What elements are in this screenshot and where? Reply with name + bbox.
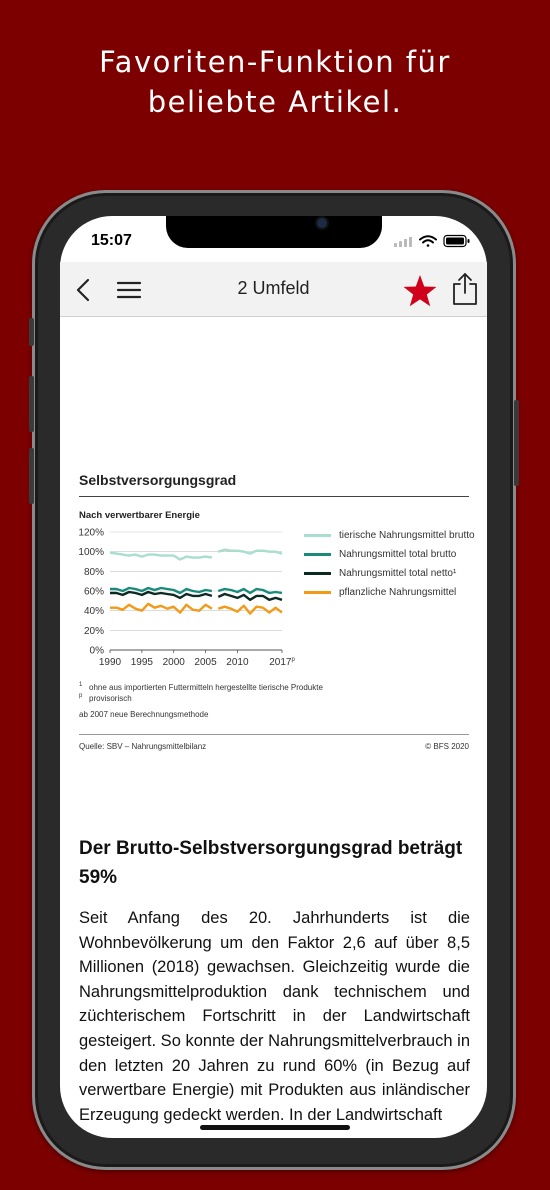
- favorite-star-icon[interactable]: [402, 274, 438, 308]
- promo-heading: [0, 42, 550, 122]
- article-heading: Der Brutto-Selbstversorgungsgrad beträgt 59%: [79, 838, 463, 888]
- x-tick-label: 2010: [226, 657, 249, 668]
- power-button: [514, 400, 519, 486]
- x-tick-label: 2017$^p$: [269, 657, 295, 668]
- figure-title: Selbstversorgungsgrad: [79, 472, 237, 488]
- wifi-icon: [420, 236, 436, 247]
- legend-label: pflanzliche Nahrungsmittel: [339, 587, 457, 598]
- y-tick-label: 80%: [83, 566, 104, 578]
- article-body: Seit Anfang des 20. Jahrhunderts ist die Wohnbevölkerung um den Faktor 2,6 auf über 8,5 Millionen (2018) gewachsen. Gleichzeitig wurde die Nahrungsmittelproduktion dank technischem und züchterischem Fortschritt in der Landwirtschaft gesteigert. So konnte der Nahrungsmittelverbrauch in den letzten 20 Jahren zu rund 60% (in Bezug auf verwertbare Energie) mit Produkten aus inländischer Erzeugung gedeckt werden. In der Landwirtschaft: [79, 909, 470, 1124]
- y-tick-label: 120%: [78, 527, 104, 539]
- page-title: 2 Umfeld: [237, 278, 310, 298]
- series-line: [218, 606, 282, 614]
- y-tick-label: 20%: [83, 625, 104, 637]
- x-tick-label: 2005: [194, 657, 217, 668]
- promo-line-2: beliebte Artikel.: [147, 85, 403, 119]
- battery-icon: [444, 236, 470, 247]
- x-tick-label: 2000: [162, 657, 185, 668]
- y-tick-label: 100%: [78, 547, 104, 559]
- footnote-method: ab 2007 neue Berechnungsmethode: [79, 710, 209, 719]
- footnote-1: [79, 682, 323, 692]
- legend-item: [304, 567, 479, 580]
- footnote-mark: p: [79, 693, 83, 699]
- signal-icon: [394, 237, 412, 247]
- footnote-text: ohne aus importierten Futtermitteln hergestellte tierische Produkte: [89, 683, 323, 692]
- legend-item: [304, 586, 479, 599]
- y-tick-label: 60%: [83, 586, 104, 598]
- x-tick-label: 1990: [98, 657, 122, 668]
- series-line: [218, 594, 282, 600]
- footnote-mark: 1: [79, 682, 83, 688]
- source-rule: [79, 734, 469, 735]
- chart-legend: [304, 529, 479, 605]
- self-sufficiency-chart: [72, 522, 304, 674]
- figure-subtitle: Nach verwertbarer Energie: [79, 510, 200, 521]
- legend-item: [304, 548, 479, 561]
- share-icon[interactable]: [452, 272, 478, 306]
- front-camera: [317, 218, 327, 228]
- footnote-text: provisorisch: [89, 694, 132, 703]
- figure-source: Quelle: SBV – Nahrungsmittelbilanz: [79, 742, 207, 751]
- figure-copyright: © BFS 2020: [425, 742, 469, 751]
- provisional-mark: p: [291, 657, 295, 663]
- status-time: 15:07: [91, 232, 132, 249]
- legend-label: Nahrungsmittel total brutto: [339, 549, 457, 560]
- legend-label: tierische Nahrungsmittel brutto: [339, 530, 475, 541]
- figure-title-rule: [79, 496, 469, 497]
- home-indicator[interactable]: [200, 1125, 350, 1130]
- series-line: [110, 592, 212, 598]
- mute-switch: [29, 318, 34, 346]
- legend-label: Nahrungsmittel total netto¹: [339, 568, 457, 579]
- status-icons: [394, 234, 472, 248]
- notch: [166, 216, 382, 248]
- y-tick-label: 0%: [89, 645, 104, 657]
- legend-item: [304, 529, 479, 542]
- legend-swatch: [304, 591, 331, 594]
- footnote-p: [79, 693, 132, 703]
- legend-swatch: [304, 534, 331, 537]
- volume-up-button: [29, 376, 34, 432]
- y-tick-label: 40%: [83, 606, 104, 618]
- series-line: [110, 553, 212, 560]
- x-tick-label: 1995: [130, 657, 153, 668]
- series-line: [110, 604, 212, 613]
- volume-down-button: [29, 448, 34, 504]
- promo-line-1: Favoriten-Funktion für: [99, 45, 451, 79]
- legend-swatch: [304, 553, 331, 556]
- legend-swatch: [304, 572, 331, 575]
